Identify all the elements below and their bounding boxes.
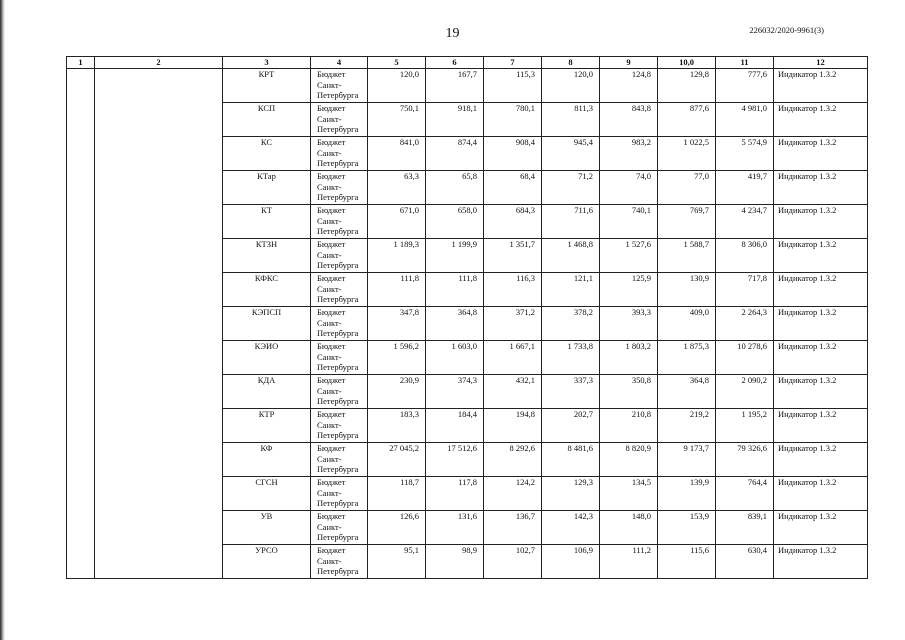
executor-code-cell: КТР [223, 409, 311, 443]
value-cell: 134,5 [600, 477, 658, 511]
value-cell: 77,0 [658, 171, 716, 205]
value-cell: 139,9 [658, 477, 716, 511]
value-cell: 1 022,5 [658, 137, 716, 171]
value-cell: 432,1 [484, 375, 542, 409]
value-cell: 111,2 [600, 545, 658, 579]
value-cell: 780,1 [484, 103, 542, 137]
value-cell: 1 351,7 [484, 239, 542, 273]
executor-code-cell: КФ [223, 443, 311, 477]
executor-code-cell: КДА [223, 375, 311, 409]
value-cell: 148,0 [600, 511, 658, 545]
value-cell: 777,6 [716, 69, 774, 103]
executor-code-cell: КТар [223, 171, 311, 205]
value-cell: 711,6 [542, 205, 600, 239]
value-cell: 1 803,2 [600, 341, 658, 375]
value-cell: 874,4 [426, 137, 484, 171]
value-cell: 769,7 [658, 205, 716, 239]
value-cell: 63,3 [368, 171, 426, 205]
value-cell: 129,3 [542, 477, 600, 511]
indicator-cell: Индикатор 1.3.2 [774, 239, 868, 273]
value-cell: 740,1 [600, 205, 658, 239]
executor-code-cell: КЭПСП [223, 307, 311, 341]
value-cell: 750,1 [368, 103, 426, 137]
funding-source-cell: Бюджет Санкт-Петербурга [311, 273, 368, 307]
value-cell: 1 596,2 [368, 341, 426, 375]
value-cell: 1 468,8 [542, 239, 600, 273]
column-header: 6 [426, 57, 484, 69]
value-cell: 184,4 [426, 409, 484, 443]
indicator-cell: Индикатор 1.3.2 [774, 205, 868, 239]
value-cell: 841,0 [368, 137, 426, 171]
value-cell: 167,7 [426, 69, 484, 103]
funding-source-cell: Бюджет Санкт-Петербурга [311, 103, 368, 137]
value-cell: 8 820,9 [600, 443, 658, 477]
column-1-merged-cell [67, 69, 95, 579]
value-cell: 1 588,7 [658, 239, 716, 273]
executor-code-cell: КФКС [223, 273, 311, 307]
value-cell: 194,8 [484, 409, 542, 443]
indicator-cell: Индикатор 1.3.2 [774, 103, 868, 137]
column-header: 2 [95, 57, 223, 69]
funding-source-cell: Бюджет Санкт-Петербурга [311, 171, 368, 205]
funding-source-cell: Бюджет Санкт-Петербурга [311, 239, 368, 273]
value-cell: 4 981,0 [716, 103, 774, 137]
value-cell: 71,2 [542, 171, 600, 205]
value-cell: 337,3 [542, 375, 600, 409]
indicator-cell: Индикатор 1.3.2 [774, 409, 868, 443]
value-cell: 364,8 [426, 307, 484, 341]
executor-code-cell: КРТ [223, 69, 311, 103]
value-cell: 8 306,0 [716, 239, 774, 273]
value-cell: 409,0 [658, 307, 716, 341]
indicator-cell: Индикатор 1.3.2 [774, 137, 868, 171]
value-cell: 142,3 [542, 511, 600, 545]
value-cell: 918,1 [426, 103, 484, 137]
value-cell: 120,0 [542, 69, 600, 103]
scan-left-edge [0, 0, 5, 640]
value-cell: 202,7 [542, 409, 600, 443]
value-cell: 378,2 [542, 307, 600, 341]
value-cell: 116,3 [484, 273, 542, 307]
value-cell: 153,9 [658, 511, 716, 545]
column-header: 7 [484, 57, 542, 69]
value-cell: 364,8 [658, 375, 716, 409]
indicator-cell: Индикатор 1.3.2 [774, 307, 868, 341]
indicator-cell: Индикатор 1.3.2 [774, 341, 868, 375]
value-cell: 79 326,6 [716, 443, 774, 477]
value-cell: 183,3 [368, 409, 426, 443]
value-cell: 1 667,1 [484, 341, 542, 375]
value-cell: 1 189,3 [368, 239, 426, 273]
value-cell: 118,7 [368, 477, 426, 511]
value-cell: 671,0 [368, 205, 426, 239]
page-number: 19 [445, 26, 460, 41]
value-cell: 1 195,2 [716, 409, 774, 443]
value-cell: 129,8 [658, 69, 716, 103]
value-cell: 2 264,3 [716, 307, 774, 341]
value-cell: 102,7 [484, 545, 542, 579]
funding-source-cell: Бюджет Санкт-Петербурга [311, 511, 368, 545]
value-cell: 115,6 [658, 545, 716, 579]
value-cell: 908,4 [484, 137, 542, 171]
column-header: 5 [368, 57, 426, 69]
value-cell: 9 173,7 [658, 443, 716, 477]
column-header: 1 [67, 57, 95, 69]
value-cell: 210,8 [600, 409, 658, 443]
funding-source-cell: Бюджет Санкт-Петербурга [311, 341, 368, 375]
funding-source-cell: Бюджет Санкт-Петербурга [311, 545, 368, 579]
value-cell: 106,9 [542, 545, 600, 579]
executor-code-cell: УРСО [223, 545, 311, 579]
value-cell: 811,3 [542, 103, 600, 137]
value-cell: 1 733,8 [542, 341, 600, 375]
value-cell: 95,1 [368, 545, 426, 579]
value-cell: 684,3 [484, 205, 542, 239]
column-header: 9 [600, 57, 658, 69]
table-body [67, 69, 868, 579]
column-2-merged-cell [95, 69, 223, 579]
indicator-cell: Индикатор 1.3.2 [774, 477, 868, 511]
column-header: 12 [774, 57, 868, 69]
executor-code-cell: КТЗН [223, 239, 311, 273]
value-cell: 839,1 [716, 511, 774, 545]
value-cell: 843,8 [600, 103, 658, 137]
header-row [67, 57, 868, 69]
indicator-cell: Индикатор 1.3.2 [774, 443, 868, 477]
value-cell: 121,1 [542, 273, 600, 307]
value-cell: 125,9 [600, 273, 658, 307]
value-cell: 1 875,3 [658, 341, 716, 375]
value-cell: 111,8 [426, 273, 484, 307]
value-cell: 120,0 [368, 69, 426, 103]
value-cell: 130,9 [658, 273, 716, 307]
value-cell: 1 603,0 [426, 341, 484, 375]
value-cell: 17 512,6 [426, 443, 484, 477]
value-cell: 374,3 [426, 375, 484, 409]
value-cell: 219,2 [658, 409, 716, 443]
value-cell: 65,8 [426, 171, 484, 205]
value-cell: 393,3 [600, 307, 658, 341]
value-cell: 230,9 [368, 375, 426, 409]
value-cell: 124,2 [484, 477, 542, 511]
indicator-cell: Индикатор 1.3.2 [774, 545, 868, 579]
executor-code-cell: КС [223, 137, 311, 171]
funding-source-cell: Бюджет Санкт-Петербурга [311, 409, 368, 443]
value-cell: 5 574,9 [716, 137, 774, 171]
funding-source-cell: Бюджет Санкт-Петербурга [311, 375, 368, 409]
value-cell: 1 527,6 [600, 239, 658, 273]
indicator-cell: Индикатор 1.3.2 [774, 375, 868, 409]
value-cell: 347,8 [368, 307, 426, 341]
funding-source-cell: Бюджет Санкт-Петербурга [311, 205, 368, 239]
value-cell: 8 292,6 [484, 443, 542, 477]
value-cell: 945,4 [542, 137, 600, 171]
funding-source-cell: Бюджет Санкт-Петербурга [311, 477, 368, 511]
executor-code-cell: УВ [223, 511, 311, 545]
funding-source-cell: Бюджет Санкт-Петербурга [311, 443, 368, 477]
column-header: 4 [311, 57, 368, 69]
executor-code-cell: КТ [223, 205, 311, 239]
value-cell: 2 090,2 [716, 375, 774, 409]
value-cell: 111,8 [368, 273, 426, 307]
value-cell: 350,8 [600, 375, 658, 409]
indicator-cell: Индикатор 1.3.2 [774, 171, 868, 205]
column-header: 10,0 [658, 57, 716, 69]
value-cell: 115,3 [484, 69, 542, 103]
column-header: 3 [223, 57, 311, 69]
column-header: 11 [716, 57, 774, 69]
indicator-cell: Индикатор 1.3.2 [774, 511, 868, 545]
value-cell: 1 199,9 [426, 239, 484, 273]
indicator-cell: Индикатор 1.3.2 [774, 69, 868, 103]
executor-code-cell: КСП [223, 103, 311, 137]
document-code: 226032/2020-9961(3) [749, 25, 824, 35]
value-cell: 658,0 [426, 205, 484, 239]
value-cell: 10 278,6 [716, 341, 774, 375]
funding-source-cell: Бюджет Санкт-Петербурга [311, 307, 368, 341]
executor-code-cell: КЭИО [223, 341, 311, 375]
value-cell: 717,8 [716, 273, 774, 307]
column-header: 8 [542, 57, 600, 69]
value-cell: 983,2 [600, 137, 658, 171]
value-cell: 131,6 [426, 511, 484, 545]
value-cell: 630,4 [716, 545, 774, 579]
value-cell: 4 234,7 [716, 205, 774, 239]
value-cell: 371,2 [484, 307, 542, 341]
value-cell: 8 481,6 [542, 443, 600, 477]
value-cell: 117,8 [426, 477, 484, 511]
funding-source-cell: Бюджет Санкт-Петербурга [311, 137, 368, 171]
value-cell: 136,7 [484, 511, 542, 545]
table-row [67, 69, 868, 103]
executor-code-cell: СГСН [223, 477, 311, 511]
value-cell: 98,9 [426, 545, 484, 579]
value-cell: 126,6 [368, 511, 426, 545]
value-cell: 74,0 [600, 171, 658, 205]
indicator-cell: Индикатор 1.3.2 [774, 273, 868, 307]
value-cell: 419,7 [716, 171, 774, 205]
value-cell: 27 045,2 [368, 443, 426, 477]
value-cell: 124,8 [600, 69, 658, 103]
value-cell: 68,4 [484, 171, 542, 205]
funding-source-cell: Бюджет Санкт-Петербурга [311, 69, 368, 103]
budget-table [66, 56, 868, 579]
value-cell: 764,4 [716, 477, 774, 511]
value-cell: 877,6 [658, 103, 716, 137]
